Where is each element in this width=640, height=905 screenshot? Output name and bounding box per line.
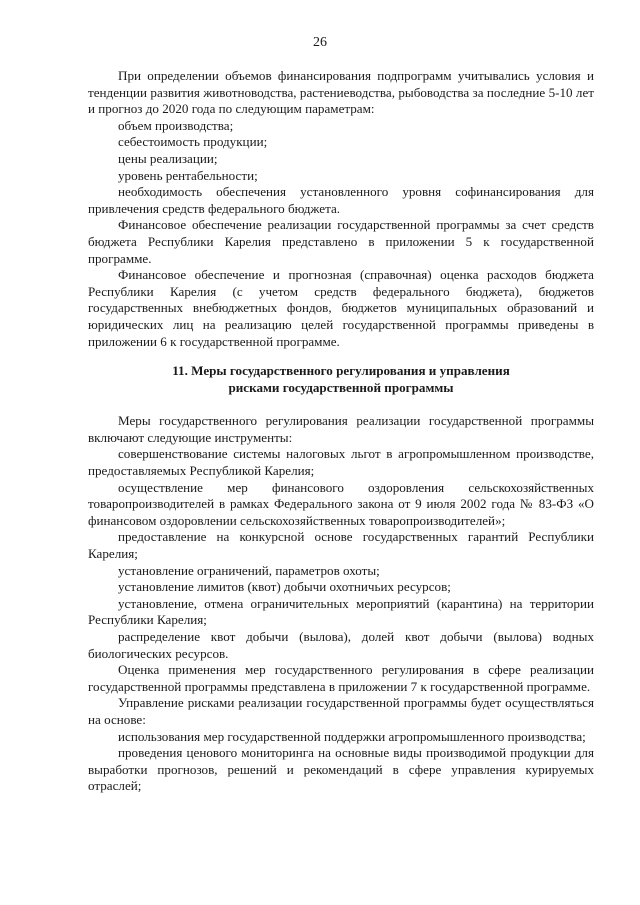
list-item-hunting-limits: установление лимитов (квот) добычи охотничьих ресурсов; xyxy=(118,579,451,595)
paragraph-financing-intro: При определении объемов финансирования подпрограмм учитывались условия и тенденции развития животноводства, растениеводства, рыбоводства за последние 5-10 лет и прогноз до 2020 года по следующим параметрам: xyxy=(88,68,594,117)
list-item-price-monitoring: проведения ценового мониторинга на основные виды производимой продукции для выработки прогнозов, решений и рекомендаций в сфере управления курируемых отраслей; xyxy=(88,745,594,794)
list-item-financial-recovery: осуществление мер финансового оздоровления сельскохозяйственных товаропроизводителей в рамках Федерального закона от 9 июля 2002 года № 83-ФЗ «О финансовом оздоровлении сельскохозяйственных товаропроизводителей»; xyxy=(88,479,594,528)
page-content xyxy=(88,68,594,795)
paragraph-forecast-estimate: Финансовое обеспечение и прогнозная (справочная) оценка расходов бюджета Республики Карелия (с учетом средств федерального бюджета), бюджетов государственных внебюджетных фондов, бюджетов муниципальных образований и юридических лиц на реализацию целей государственной программы приведены в приложении 6 к государственной программе. xyxy=(88,267,594,349)
list-item-hunting-restrictions: установление ограничений, параметров охоты; xyxy=(118,562,380,578)
paragraph-regulation-assessment: Оценка применения мер государственного регулирования в сфере реализации государственной программы представлена в приложении 7 к государственной программе. xyxy=(88,662,594,694)
list-item-cofinancing: необходимость обеспечения установленного уровня софинансирования для привлечения средств федерального бюджета. xyxy=(88,184,594,216)
paragraph-risk-management: Управление рисками реализации государственной программы будет осуществляться на основе: xyxy=(88,695,594,727)
paragraph-regulation-intro: Меры государственного регулирования реализации государственной программы включают следующие инструменты: xyxy=(88,413,594,445)
section-heading xyxy=(88,363,594,396)
list-item-profitability: уровень рентабельности; xyxy=(118,167,258,183)
section-heading-line-2: рисками государственной программы xyxy=(228,379,454,395)
paragraph-regional-budget: Финансовое обеспечение реализации государственной программы за счет средств бюджета Республики Карелия представлено в приложении 5 к государственной программе. xyxy=(88,217,594,266)
section-heading-line-1: 11. Меры государственного регулирования и управления xyxy=(172,363,510,379)
financing-section xyxy=(88,68,594,350)
list-item-production-volume: объем производства; xyxy=(118,117,234,133)
list-item-state-guarantees: предоставление на конкурсной основе государственных гарантий Республики Карелия; xyxy=(88,529,594,562)
list-item-sale-prices: цены реализации; xyxy=(118,150,218,166)
list-item-catch-quotas: распределение квот добычи (вылова), долей квот добычи (вылова) водных биологических ресурсов. xyxy=(88,629,594,661)
list-item-cost-price: себестоимость продукции; xyxy=(118,134,268,150)
regulation-section xyxy=(88,413,594,795)
list-item-tax-benefits: совершенствование системы налоговых льгот в агропромышленном производстве, предоставляемых Республикой Карелия; xyxy=(88,446,594,479)
page-number: 26 xyxy=(313,35,327,50)
list-item-quarantine: установление, отмена ограничительных мероприятий (карантина) на территории Республики Карелия; xyxy=(88,595,594,628)
list-item-state-support: использования мер государственной поддержки агропромышленного производства; xyxy=(118,728,586,744)
